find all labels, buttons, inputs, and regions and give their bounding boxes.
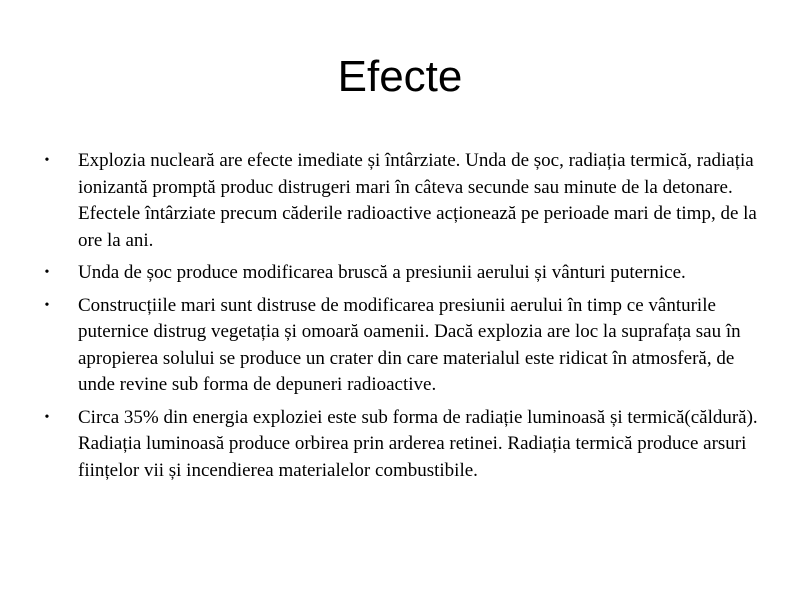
bullet-text: Circa 35% din energia exploziei este sub forma de radiație luminoasă și termică(căldură). Radiația luminoasă produce orbirea prin arderea retinei. Radiația termică produce arsuri ființelor vii și incendierea materialelor combustibile.: [78, 406, 758, 481]
bullet-item: [40, 405, 760, 485]
bullet-icon: •: [44, 409, 50, 425]
bullet-item: [40, 148, 760, 254]
bullet-icon: •: [44, 153, 50, 168]
bullet-item: [40, 260, 760, 287]
bullet-list: [40, 148, 760, 490]
bullet-icon: •: [44, 297, 50, 313]
bullet-text: Construcțiile mari sunt distruse de modificarea presiunii aerului în timp ce vânturile puternice distrug vegetația și omoară oamenii. Dacă explozia are loc la suprafața sau în apropierea solului se produce un crater din care materialul este ridicat în atmosferă, de unde revine sub forma de depuneri radioactive.: [78, 294, 741, 395]
bullet-text: Explozia nucleară are efecte imediate și întârziate. Unda de șoc, radiația termică, radiația ionizantă promptă produc distrugeri mari în câteva secunde sau minute de la detonare. Efectele întârziate precum căderile radioactive acționează pe perioade mari de timp, de la ore la ani.: [78, 150, 757, 251]
bullet-icon: •: [44, 265, 50, 280]
bullet-text: Unda de șoc produce modificarea bruscă a presiunii aerului și vânturi puternice.: [78, 262, 686, 283]
bullet-item: [40, 293, 760, 399]
slide-title: Efecte: [337, 52, 463, 101]
